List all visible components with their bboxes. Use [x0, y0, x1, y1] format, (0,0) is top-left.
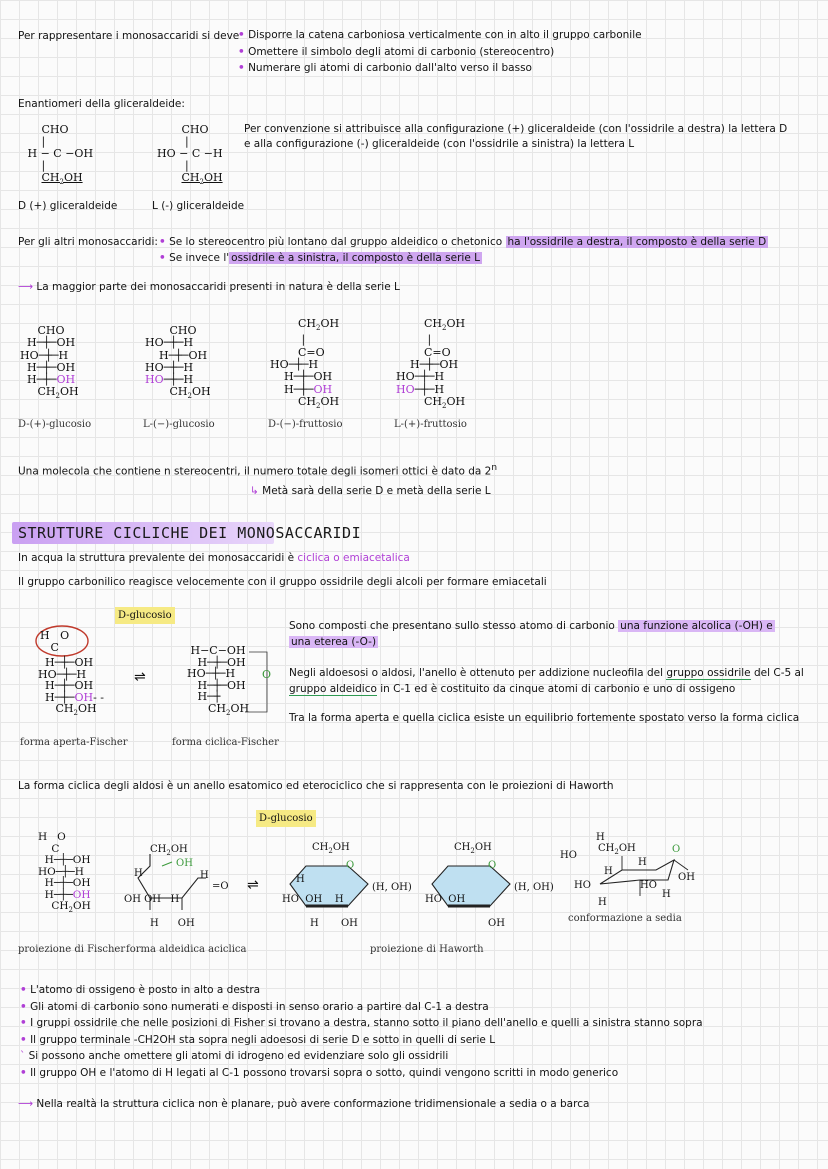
- list-item: • Omettere il simbolo degli atomi di carbonio (stereocentro): [238, 45, 555, 58]
- equilibrium-arrows-icon: ⇌: [134, 669, 146, 685]
- chair-ho-left: HO: [574, 880, 591, 891]
- series-conclusion: ⟶ La maggior parte dei monosaccaridi presenti in natura è della serie L: [18, 281, 400, 293]
- open-form-label: forma aperta-Fischer: [20, 737, 128, 748]
- haworth-dglucose-tag: D-glucosio: [256, 810, 316, 827]
- haworth1-h-oh: (H, OH): [372, 882, 412, 893]
- chair-h-left: H: [604, 866, 613, 877]
- cyclic-form-label: forma ciclica-Fischer: [172, 737, 279, 748]
- haworth2-ch2oh: $CH_2OH$: [454, 842, 492, 855]
- fischer-projection-label: proiezione di Fischer: [18, 944, 126, 955]
- haworth1-bottom-h: H OH: [310, 918, 358, 929]
- intro-points: [238, 27, 642, 77]
- d-glucose-tag: D-glucosio: [115, 607, 175, 624]
- arrow-right-icon: ⟶: [18, 281, 34, 293]
- l-glucose-label: L-(−)-glucosio: [143, 419, 215, 430]
- convention-line-1: Per convenzione si attribuisce alla configurazione (+) gliceraldeide (con l'ossidrile a destra) la lettera D: [244, 123, 788, 135]
- list-item: • Il gruppo terminale -CH2OH sta sopra negli adoesosi di serie D e sotto in quelli di serie L: [20, 1033, 496, 1046]
- chair-ch2oh: $CH_2OH$: [598, 843, 636, 856]
- l-glyceraldehyde-label: L (-) gliceraldeide: [152, 200, 245, 212]
- list-item: • Gli atomi di carbonio sono numerati e disposti in senso orario a partire dal C-1 a destra: [20, 1000, 489, 1013]
- haworth-intro: La forma ciclica degli aldosi è un anello esatomico ed eterociclico che si rappresenta con le proiezioni di Haworth: [18, 780, 614, 792]
- open-fischer-top: H O C: [40, 629, 70, 654]
- acyclic-h-left: H: [134, 868, 143, 879]
- section-title: STRUTTURE CICLICHE DEI MONOSACCARIDI: [18, 524, 362, 542]
- l-glucose-fischer: CHO HO─┼─H H─┼─OH HO─┼─H HO─┼─H $CH_2OH$: [145, 324, 211, 401]
- isomers-half: ↳ Metà sarà della serie D e metà della serie L: [250, 485, 491, 497]
- cyclic-fischer-glucose: H−C−OH H─┼─OH HO─┼─H H─┼─OH H─┼ $CH_2OH$: [186, 644, 250, 717]
- open-fischer-glucose: H─┼─OH HO─┼─H H─┼─OH H─┼─OH- - $CH_2OH$: [38, 656, 105, 718]
- d-glyceraldehyde-structure: CHO | H − C −OH | $CH_2OH$: [27, 123, 94, 187]
- d-glucose-label: D-(+)-glucosio: [18, 419, 92, 430]
- reaction-sentence: Il gruppo carbonilico reagisce velocemente con il gruppo ossidrile degli alcoli per formare emiacetali: [18, 576, 547, 588]
- hook-arrow-icon: ↳: [250, 485, 259, 497]
- chair-oxygen: O: [672, 844, 681, 855]
- chair-h-mid: H: [638, 857, 647, 868]
- d-glyceraldehyde-label: D (+) gliceraldeide: [18, 200, 118, 212]
- l-glyceraldehyde-structure: CHO | HO − C −H | $CH_2OH$: [157, 123, 223, 187]
- chair-ho-bottom: HO: [640, 880, 657, 891]
- haworth-projection-label: proiezione di Haworth: [370, 944, 484, 955]
- acyclic-bottom-row: OH OH H: [124, 894, 180, 905]
- acyclic-h-right: H: [200, 870, 209, 881]
- l-fructose-fischer: $CH_2OH$ | C=O H─┼─OH HO─┼─H HO─┼─H $CH_2OH$: [396, 317, 466, 411]
- intro-lead: Per rappresentare i monosaccaridi si deve: [18, 30, 240, 42]
- equilibrium-arrows-icon-2: ⇌: [247, 877, 259, 893]
- isomers-text: Una molecola che contiene n stereocentri, il numero totale degli isomeri ottici è dato da 2$^n$: [18, 463, 498, 478]
- chair-h-right: H: [662, 889, 671, 900]
- desc-2a: Negli aldoesosi o aldosi, l'anello è ottenuto per addizione nucleofila del gruppo ossidrile del C-5 al: [289, 667, 804, 679]
- acyclic-oh: OH: [176, 858, 193, 869]
- acyclic-ch2oh: $CH_2OH$: [150, 844, 188, 857]
- desc-2b: gruppo aldeidico in C-1 ed è costituito da cinque atomi di carbonio e uno di ossigeno: [289, 683, 736, 695]
- arrow-right-icon: ⟶: [18, 1098, 34, 1110]
- haworth2-bottom-oh: OH: [488, 918, 505, 929]
- haworth-bullets: [20, 982, 703, 1081]
- list-item: ˋ Si possono anche omettere gli atomi di idrogeno ed evidenziare solo gli ossidrili: [20, 1050, 449, 1062]
- haworth-fischer-glucose: H O C H─┼─OH HO─┼─H H─┼─OH H─┼─OH $CH_2OH$: [38, 831, 91, 915]
- list-item: • Il gruppo OH e l'atomo di H legati al C-1 possono trovarsi sopra o sotto, quindi vengono scritti in modo generico: [20, 1066, 619, 1079]
- haworth2-bottom-row: HO OH: [425, 894, 466, 905]
- acyclic-form-label: forma aldeidica aciclica: [126, 944, 247, 955]
- chair-top-h: H: [596, 832, 605, 843]
- list-item: • I gruppi ossidrile che nelle posizioni di Fisher si trovano a destra, stanno sotto il piano dell'anello e quelli a sinistra stanno sopra: [20, 1017, 703, 1029]
- final-note: ⟶ Nella realtà la struttura ciclica non è planare, può avere conformazione tridimensionale a sedia o a barca: [18, 1098, 590, 1110]
- list-item: • Disporre la catena carboniosa verticalmente con in alto il gruppo carbonile: [238, 29, 642, 41]
- chair-ho-top: HO: [560, 850, 577, 861]
- d-fructose-fischer: $CH_2OH$ | C=O HO─┼─H H─┼─OH H─┼─OH $CH_2OH$: [270, 317, 340, 411]
- series-point-2: • Se invece l' ossidrile è a sinistra, il composto è della serie L: [159, 252, 480, 264]
- desc-1: Sono composti che presentano sullo stesso atomo di carbonio una funzione alcolica (-OH) e: [289, 620, 773, 632]
- water-sentence: In acqua la struttura prevalente dei monosaccaridi è ciclica o emiacetalica: [18, 552, 410, 564]
- desc-3: Tra la forma aperta e quella ciclica esiste un equilibrio fortemente spostato verso la forma ciclica: [289, 712, 800, 724]
- haworth1-h-left: H: [296, 874, 305, 885]
- chair-label: conformazione a sedia: [568, 913, 682, 924]
- haworth2-oxygen: O: [488, 860, 497, 871]
- l-fructose-label: L-(+)-fruttosio: [394, 419, 467, 430]
- haworth1-bottom-row: HO OH H: [282, 894, 344, 905]
- desc-1b: una eterea (-O-): [291, 636, 377, 648]
- haworth1-oxygen: O: [346, 860, 355, 871]
- enantiomers-heading: Enantiomeri della gliceraldeide:: [18, 98, 185, 110]
- acyclic-carbonyl: =O: [212, 881, 229, 892]
- haworth2-h-oh: (H, OH): [514, 882, 554, 893]
- series-point-1: • Se lo stereocentro più lontano dal gruppo aldeidico o chetonico ha l'ossidrile a destra, il composto è della serie D: [159, 236, 767, 248]
- chair-h-bottom: H: [598, 897, 607, 908]
- ring-oxygen-bracket: [245, 650, 275, 720]
- d-fructose-label: D-(−)-fruttosio: [268, 419, 343, 430]
- list-item: • L'atomo di ossigeno è posto in alto a destra: [20, 984, 261, 996]
- acyclic-bottom-h: H OH: [150, 918, 195, 929]
- haworth1-ch2oh: $CH_2OH$: [312, 842, 350, 855]
- convention-line-2: e alla configurazione (-) gliceraldeide (con l'ossidrile a sinistra) la lettera L: [244, 138, 635, 150]
- chair-oh-right: OH: [678, 872, 695, 883]
- list-item: • Numerare gli atomi di carbonio dall'alto verso il basso: [238, 62, 532, 74]
- d-glucose-fischer: CHO H─┼─OH HO─┼─H H─┼─OH H─┼─OH $CH_2OH$: [20, 324, 79, 401]
- ring-oxygen: O: [262, 668, 272, 681]
- series-lead: Per gli altri monosaccaridi:: [18, 236, 158, 248]
